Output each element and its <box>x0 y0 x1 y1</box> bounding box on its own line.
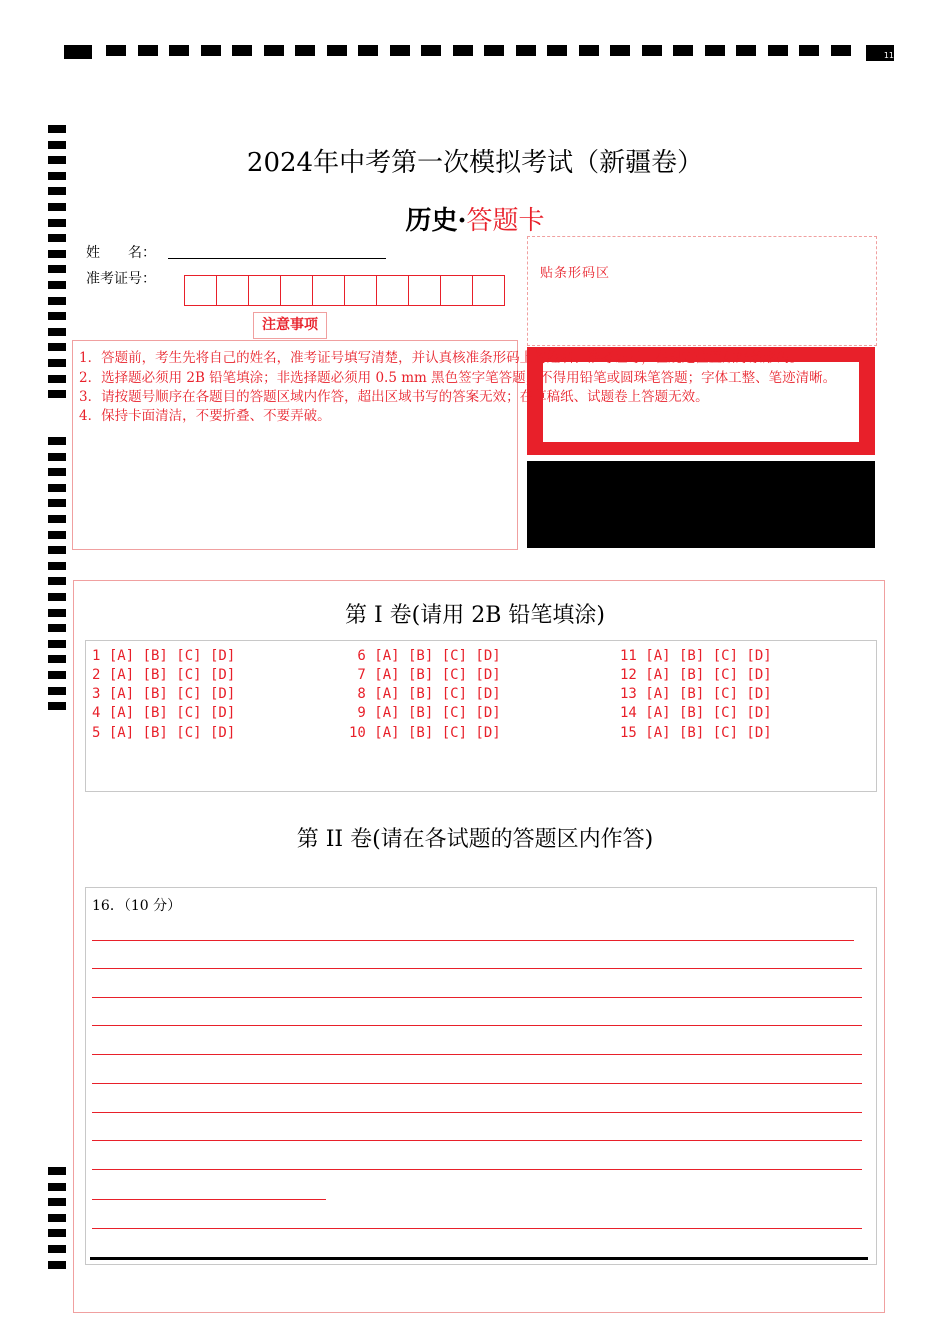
bottom-rule <box>90 1257 868 1260</box>
timing-mark <box>138 45 158 56</box>
timing-mark <box>48 437 66 445</box>
timing-mark <box>48 531 66 539</box>
timing-mark <box>64 45 92 59</box>
timing-mark <box>48 1229 66 1237</box>
timing-mark <box>610 45 630 56</box>
exam-id-boxes[interactable] <box>184 275 504 306</box>
timing-mark <box>48 640 66 648</box>
timing-mark <box>48 390 66 398</box>
timing-mark <box>799 45 819 56</box>
answer-line <box>92 997 862 998</box>
timing-mark <box>48 453 66 461</box>
timing-mark <box>48 1245 66 1253</box>
timing-mark <box>358 45 378 56</box>
choice-row-6[interactable]: 6 [A] [B] [C] [D] <box>349 648 501 664</box>
timing-mark <box>48 312 66 320</box>
timing-mark <box>48 343 66 351</box>
timing-mark <box>48 1198 66 1206</box>
timing-mark <box>48 484 66 492</box>
timing-mark <box>421 45 441 56</box>
timing-mark <box>201 45 221 56</box>
timing-mark <box>768 45 788 56</box>
page-subtitle <box>0 200 950 237</box>
timing-mark <box>48 281 66 289</box>
notice-item-2: 2．选择题必须用 2B 铅笔填涂；非选择题必须用 0.5 mm 黑色签字笔答题，不得用铅笔或圆珠笔答题；字体工整、笔迹清晰。 <box>79 370 837 386</box>
answer-line <box>92 1228 862 1229</box>
timing-mark <box>48 1214 66 1222</box>
id-digit-box[interactable] <box>216 275 249 306</box>
id-digit-box[interactable] <box>440 275 473 306</box>
answer-line <box>92 940 854 941</box>
timing-mark <box>48 265 66 273</box>
id-digit-box[interactable] <box>472 275 505 306</box>
timing-mark <box>48 297 66 305</box>
timing-mark <box>48 187 66 195</box>
timing-mark <box>48 702 66 710</box>
choice-row-14[interactable]: 14 [A] [B] [C] [D] <box>620 705 772 721</box>
name-label: 姓 名： <box>86 245 156 261</box>
timing-mark <box>264 45 284 56</box>
answer-line <box>92 1083 862 1084</box>
choice-row-1[interactable]: 1 [A] [B] [C] [D] <box>92 648 236 664</box>
answer-card-label: 答题卡 <box>466 206 545 236</box>
timing-mark <box>48 499 66 507</box>
answer-line <box>92 1054 862 1055</box>
section1-title: 第 I 卷(请用 2B 铅笔填涂) <box>345 603 605 628</box>
notice-item-3: 3．请按题号顺序在各题目的答题区域内作答，超出区域书写的答案无效；在草稿纸、试题卷上答题无效。 <box>79 389 709 405</box>
timing-mark <box>484 45 504 56</box>
timing-mark <box>48 359 66 367</box>
id-digit-box[interactable] <box>280 275 313 306</box>
timing-mark <box>642 45 662 56</box>
choice-row-15[interactable]: 15 [A] [B] [C] [D] <box>620 725 772 741</box>
answer-line <box>92 1025 862 1026</box>
choice-row-13[interactable]: 13 [A] [B] [C] [D] <box>620 686 772 702</box>
id-digit-box[interactable] <box>248 275 281 306</box>
choice-row-11[interactable]: 11 [A] [B] [C] [D] <box>620 648 772 664</box>
notice-item-4: 4．保持卡面清洁，不要折叠、不要弄破。 <box>79 408 331 424</box>
choice-row-12[interactable]: 12 [A] [B] [C] [D] <box>620 667 772 683</box>
timing-mark <box>106 45 126 56</box>
section2-title: 第 II 卷(请在各试题的答题区内作答) <box>296 827 654 852</box>
id-digit-box[interactable] <box>408 275 441 306</box>
barcode-area <box>527 236 877 346</box>
timing-mark <box>579 45 599 56</box>
timing-mark <box>327 45 347 56</box>
timing-mark <box>48 671 66 679</box>
choice-row-8[interactable]: 8 [A] [B] [C] [D] <box>349 686 501 702</box>
choice-row-10[interactable]: 10 [A] [B] [C] [D] <box>349 725 501 741</box>
timing-mark <box>48 577 66 585</box>
id-digit-box[interactable] <box>376 275 409 306</box>
timing-mark <box>673 45 693 56</box>
answer-line <box>92 1112 862 1113</box>
timing-mark <box>232 45 252 56</box>
timing-mark <box>516 45 536 56</box>
notice-item-1: 1．答题前，考生先将自己的姓名，准考证号填写清楚，并认真核准条形码上的姓名、准考证号，在规定位置贴好条形码。 <box>79 350 804 366</box>
barcode-label: 贴条形码区 <box>540 266 611 281</box>
timing-mark <box>547 45 567 56</box>
timing-mark <box>169 45 189 56</box>
timing-mark <box>48 328 66 336</box>
choice-row-3[interactable]: 3 [A] [B] [C] [D] <box>92 686 236 702</box>
page-title: 2024年中考第一次模拟考试（新疆卷） <box>246 148 704 178</box>
choice-row-7[interactable]: 7 [A] [B] [C] [D] <box>349 667 501 683</box>
timing-mark <box>705 45 725 56</box>
name-field[interactable] <box>168 257 386 259</box>
answer-line <box>92 1140 862 1141</box>
answer-line <box>92 968 862 969</box>
timing-mark <box>48 515 66 523</box>
id-digit-box[interactable] <box>344 275 377 306</box>
timing-mark <box>48 1167 66 1175</box>
timing-mark <box>48 687 66 695</box>
q16-label: 16．（10 分） <box>92 898 182 914</box>
timing-mark <box>48 546 66 554</box>
choice-row-9[interactable]: 9 [A] [B] [C] [D] <box>349 705 501 721</box>
id-digit-box[interactable] <box>312 275 345 306</box>
answer-line <box>92 1199 326 1200</box>
timing-mark <box>295 45 315 56</box>
timing-mark <box>48 375 66 383</box>
timing-mark <box>48 1183 66 1191</box>
timing-mark <box>48 1261 66 1269</box>
timing-mark <box>48 468 66 476</box>
timing-mark <box>48 250 66 258</box>
answer-line <box>92 1169 862 1170</box>
subject-label: 历史· <box>405 206 467 236</box>
choice-row-4[interactable]: 4 [A] [B] [C] [D] <box>92 705 236 721</box>
timing-mark <box>453 45 473 56</box>
page-number: 11 <box>866 45 894 61</box>
top-timing-marks <box>64 45 896 61</box>
choice-row-5[interactable]: 5 [A] [B] [C] [D] <box>92 725 236 741</box>
black-block <box>527 461 875 548</box>
timing-mark <box>48 562 66 570</box>
timing-mark <box>48 125 66 133</box>
id-digit-box[interactable] <box>184 275 217 306</box>
exam-id-label: 准考证号： <box>86 271 156 287</box>
q16-answer-area[interactable] <box>85 887 877 1265</box>
notice-title: 注意事项 <box>253 312 327 339</box>
timing-mark <box>831 45 851 56</box>
timing-mark <box>48 655 66 663</box>
choice-row-2[interactable]: 2 [A] [B] [C] [D] <box>92 667 236 683</box>
timing-mark <box>390 45 410 56</box>
timing-mark <box>736 45 756 56</box>
